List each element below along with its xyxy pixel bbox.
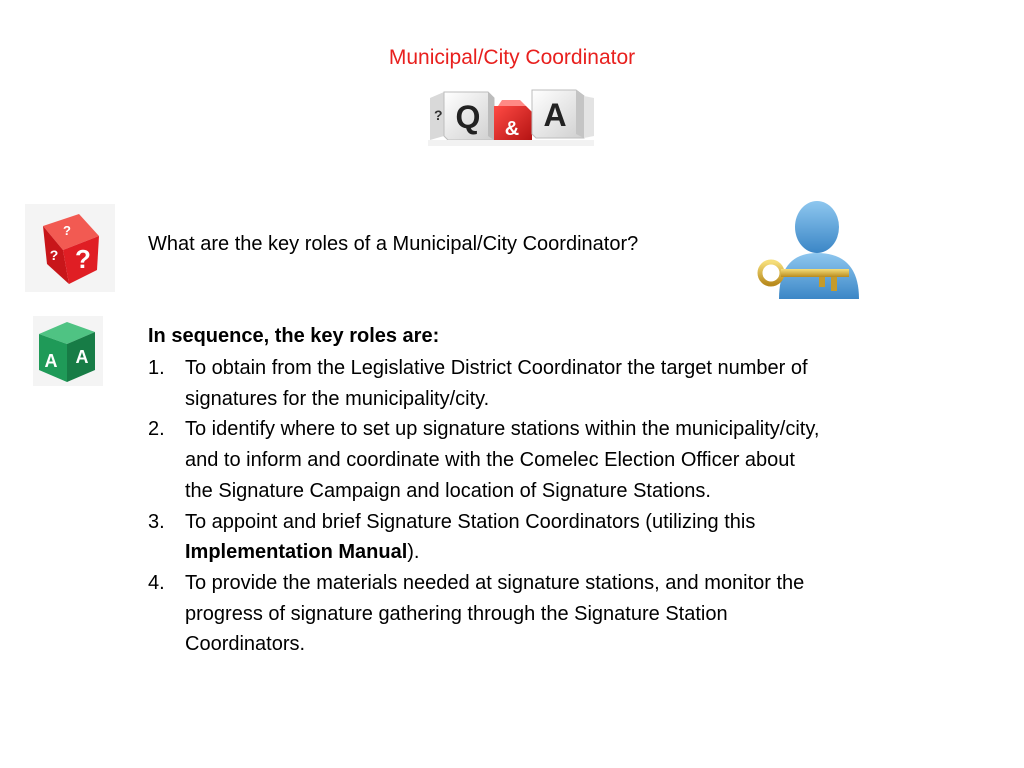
list-item-number: 4. — [148, 571, 165, 594]
logo-amp: & — [504, 118, 520, 140]
svg-text:?: ? — [49, 247, 59, 263]
list-item — [148, 414, 828, 506]
list-item-text: To provide the materials needed at signature stations, and monitor the progress of signature gathering through the Signature Station Coordinators. — [185, 571, 805, 656]
implementation-manual-emphasis: Implementation Manual — [185, 541, 408, 564]
person-key-icon — [755, 195, 863, 299]
question-dice-glyph: ? — [75, 244, 91, 274]
svg-text:?: ? — [434, 107, 443, 123]
answer-dice-glyph: A — [44, 351, 58, 371]
roles-list — [148, 353, 828, 660]
list-item-number: 2. — [148, 418, 165, 441]
svg-text:?: ? — [63, 223, 71, 238]
question-text: What are the key roles of a Municipal/City Coordinator? — [148, 233, 639, 255]
question-dice-icon — [25, 204, 115, 292]
qa-dice-logo — [428, 84, 594, 146]
list-item — [148, 568, 828, 660]
list-item-text-before: To appoint and brief Signature Station Coordinators (utilizing this — [185, 510, 756, 533]
list-item-text: To obtain from the Legislative District Coordinator the target number of signatures for the municipality/city. — [185, 357, 808, 410]
list-item-text: To identify where to set up signature stations within the municipality/city, and to inform and coordinate with the Comelec Election Officer about the Signature Campaign and location of Signature Stations. — [185, 418, 820, 502]
answer-heading: In sequence, the key roles are: — [148, 325, 440, 347]
list-item-number: 3. — [148, 510, 165, 533]
list-item-text-after: ). — [407, 541, 420, 564]
list-item — [148, 507, 828, 568]
logo-q-letter: Q — [455, 99, 481, 135]
list-item — [148, 353, 828, 414]
logo-a-letter: A — [543, 97, 567, 133]
list-item-number: 1. — [148, 357, 165, 379]
answer-dice-icon — [33, 316, 103, 386]
list-item-text — [185, 507, 828, 568]
slide-title: Municipal/City Coordinator — [388, 46, 636, 69]
svg-text:A: A — [75, 347, 89, 367]
